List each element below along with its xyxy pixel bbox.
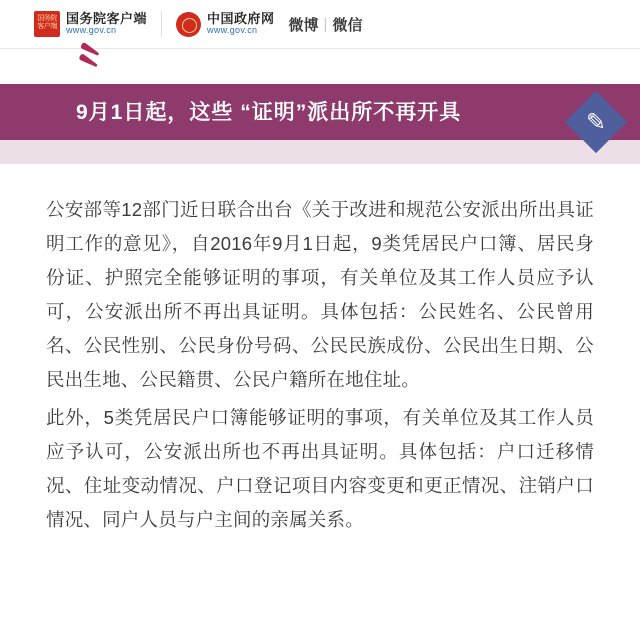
- national-emblem-icon: 国务院 客户端: [34, 11, 60, 37]
- gov-service-url: www.gov.cn: [66, 25, 117, 36]
- headline-band-shadow: [0, 140, 640, 164]
- weibo-link[interactable]: 微博: [288, 16, 319, 34]
- header-divider: [161, 11, 162, 37]
- cn-gov-title: 中国政府网: [207, 11, 275, 27]
- cn-gov-url: www.gov.cn: [207, 25, 258, 36]
- headline-zone: [0, 43, 640, 165]
- article-body: [0, 165, 640, 537]
- gov-service-title: 国务院客户端: [66, 11, 148, 27]
- paragraph: 此外，5类凭居民户口簿能够证明的事项，有关单位及其工作人员应予认可，公安派出所也不再出具证明。具体包括：户口迁移情况、住址变动情况、户口登记项目内容变更和更正情况、注销户口情况、同户人员与户主间的亲属关系。: [46, 407, 594, 530]
- page-title: 9月1日起，这些 “证明”派出所不再开具: [76, 101, 462, 124]
- weixin-link[interactable]: 微信: [332, 16, 363, 34]
- cn-gov-badge[interactable]: [176, 12, 275, 37]
- pen-glyph-icon: ✎: [585, 108, 607, 136]
- cn-gov-seal-icon: [176, 12, 201, 37]
- gov-service-badge[interactable]: [34, 11, 147, 37]
- pen-badge-icon: [565, 91, 627, 153]
- site-header: [0, 0, 640, 48]
- quote-mark-icon: 〝: [44, 43, 100, 105]
- social-separator: |: [323, 15, 328, 33]
- social-links: [289, 14, 363, 35]
- paragraph: 公安部等12部门近日联合出台《关于改进和规范公安派出所出具证明工作的意见》，自2016年9月1日起，9类凭居民户口簿、居民身份证、护照完全能够证明的事项，有关单位及其工作人员应予认可，公安派出所不再出具证明。具体包括：公民姓名、公民曾用名、公民性别、公民身份号码、公民民族成份、公民出生日期、公民出生地、公民籍贯、公民户籍所在地住址。: [46, 199, 594, 390]
